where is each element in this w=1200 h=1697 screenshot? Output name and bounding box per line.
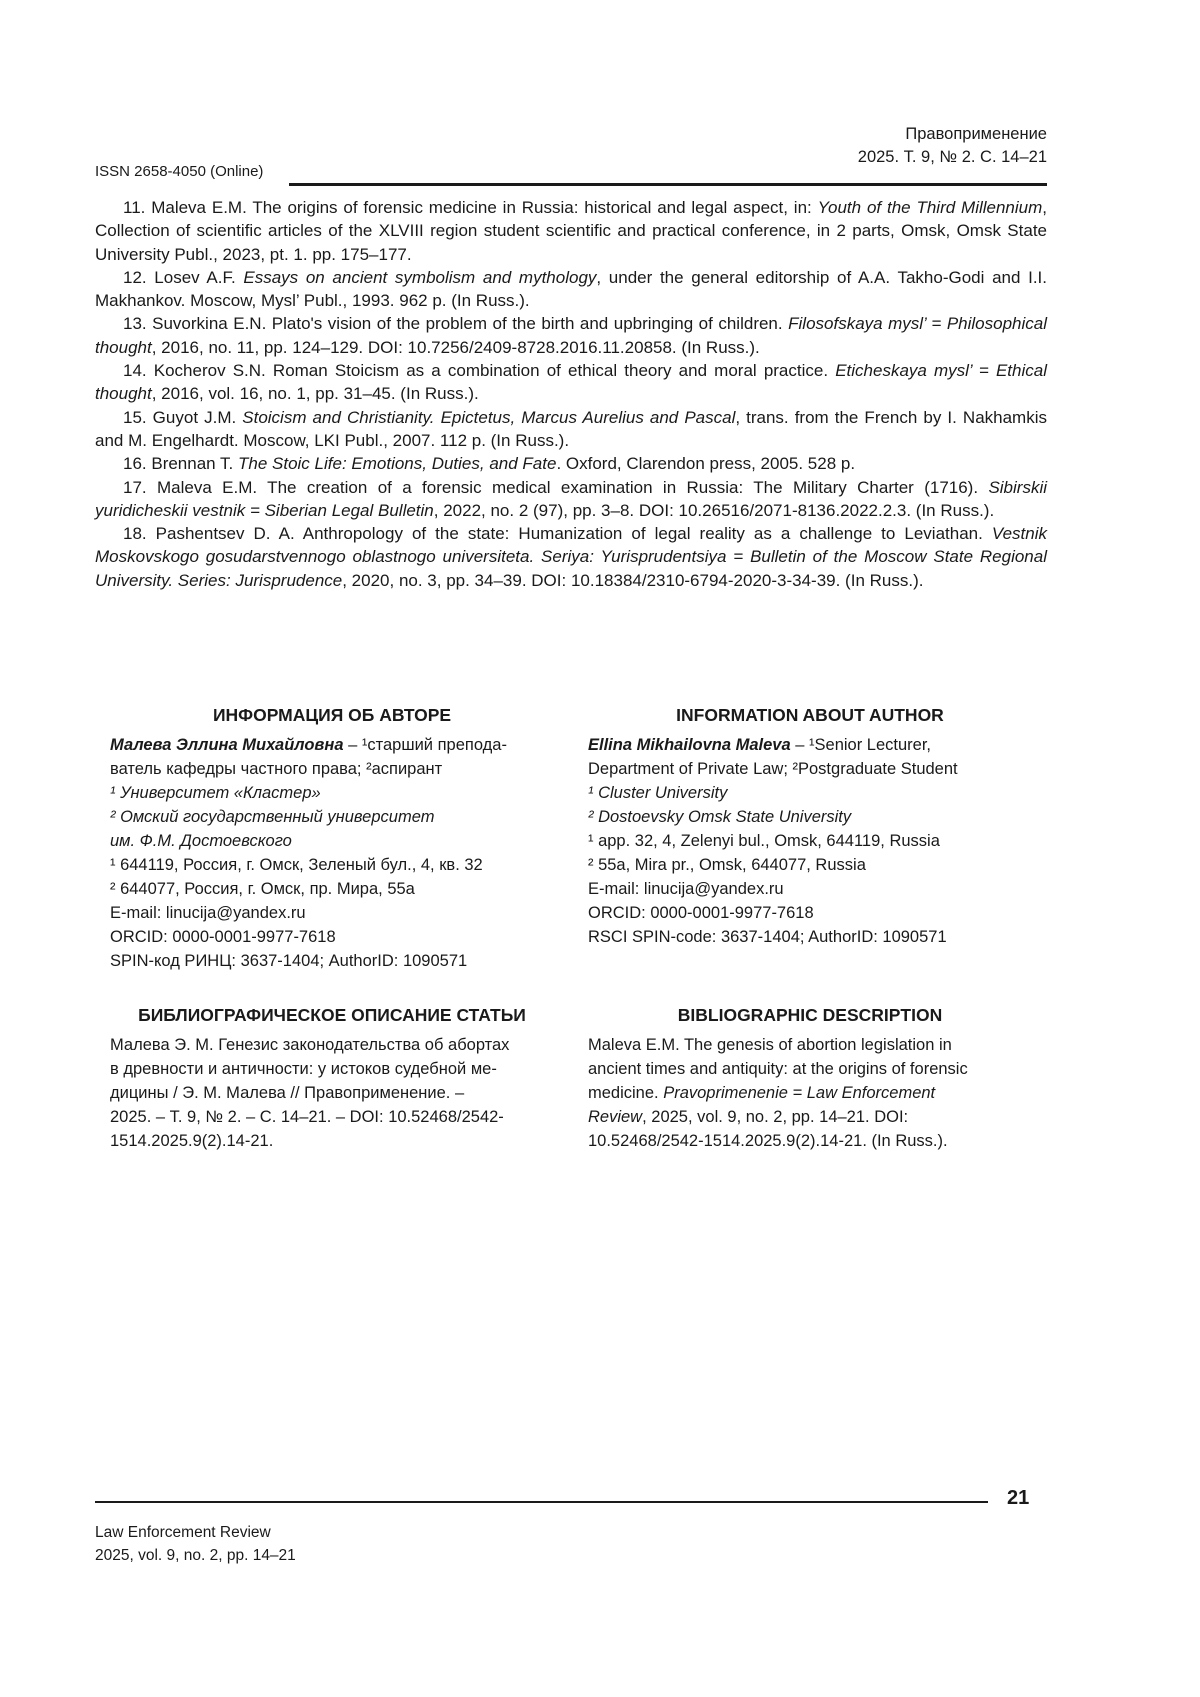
references-section xyxy=(95,196,1047,592)
biblio-line: 2025. – Т. 9, № 2. – С. 14–21. – DOI: 10.52468/2542- xyxy=(110,1108,504,1126)
biblio-lines-ru xyxy=(110,1033,554,1153)
running-head xyxy=(858,123,1047,169)
issn-label: ISSN 2658-4050 (Online) xyxy=(95,163,264,180)
reference-item: 15. Guyot J.M. Stoicism and Christianity. Epictetus, Marcus Aurelius and Pascal, trans. from the French by I. Nakhamkis and M. Engelhardt. Moscow, LKI Publ., 2007. 112 p. (In Russ.). xyxy=(95,407,1047,450)
biblio-line: Review, 2025, vol. 9, no. 2, pp. 14–21. DOI: xyxy=(588,1108,909,1126)
reference-item: 12. Losev A.F. Essays on ancient symbolism and mythology, under the general editorship of A.A. Takho-Godi and I.I. Makhankov. Moscow, Mysl’ Publ., 1993. 962 p. (In Russ.). xyxy=(95,267,1047,311)
biblio-line: дицины / Э. М. Малева // Правоприменение. – xyxy=(110,1084,465,1102)
biblio-line: в древности и античности: у истоков судебной ме- xyxy=(110,1060,497,1078)
reference-item: 11. Maleva E.M. The origins of forensic medicine in Russia: historical and legal aspect, in: Youth of the Third Millennium, Collection of scientific articles of the XLVIII region student scientific and practical conference, in 2 parts, Omsk, Omsk State University Publ., 2023, pt. 1. pp. 175–177. xyxy=(95,198,1048,264)
running-head-issue: 2025. Т. 9, № 2. С. 14–21 xyxy=(857,148,1047,166)
author-info-line: им. Ф.М. Достоевского xyxy=(110,832,292,850)
author-info-line: ORCID: 0000-0001-9977-7618 xyxy=(588,904,814,922)
author-info-section xyxy=(110,702,1032,973)
author-info-line: E-mail: linucija@yandex.ru xyxy=(588,880,784,898)
running-head-journal-title: Правоприменение xyxy=(905,125,1047,143)
footer-issue: 2025, vol. 9, no. 2, pp. 14–21 xyxy=(95,1547,296,1564)
page-number: 21 xyxy=(1007,1487,1030,1509)
biblio-heading-ru: БИБЛИОГРАФИЧЕСКОЕ ОПИСАНИЕ СТАТЬИ xyxy=(138,1005,526,1025)
author-info-heading-ru: ИНФОРМАЦИЯ ОБ АВТОРЕ xyxy=(212,705,452,725)
biblio-lines-en xyxy=(588,1033,1032,1153)
footer-rule xyxy=(95,1501,988,1503)
biblio-line: medicine. Pravoprimenenie = Law Enforcement xyxy=(588,1084,936,1102)
author-info-line: Малева Эллина Михайловна – ¹старший препода- xyxy=(110,736,507,754)
biblio-line: ancient times and antiquity: at the origins of forensic xyxy=(588,1060,968,1078)
reference-item: 16. Brennan T. The Stoic Life: Emotions, Duties, and Fate. Oxford, Clarendon press, 2005. 528 p. xyxy=(123,454,856,474)
author-info-line: ² 644077, Россия, г. Омск, пр. Мира, 55а xyxy=(110,880,415,898)
author-info-lines-en xyxy=(588,733,1032,949)
author-info-line: Department of Private Law; ²Postgraduate Student xyxy=(588,760,958,778)
author-info-line: ¹ Cluster University xyxy=(588,784,728,802)
author-info-line: ¹ Университет «Кластер» xyxy=(110,784,321,802)
author-info-line: ¹ app. 32, 4, Zelenyi bul., Omsk, 644119, Russia xyxy=(588,832,940,850)
biblio-line: 10.52468/2542-1514.2025.9(2).14-21. (In Russ.). xyxy=(588,1132,948,1150)
author-info-line: SPIN-код РИНЦ: 3637-1404; AuthorID: 1090571 xyxy=(110,952,468,970)
author-info-line: Ellina Mikhailovna Maleva – ¹Senior Lecturer, xyxy=(588,736,931,754)
reference-item: 13. Suvorkina E.N. Plato's vision of the problem of the birth and upbringing of children. Filosofskaya mysl’ = Philosophical thought, 2016, no. 11, pp. 124–129. DOI: 10.7256/2409-8728.2016.11.20858. (In Russ.). xyxy=(95,314,1047,357)
biblio-line: Maleva E.M. The genesis of abortion legislation in xyxy=(588,1036,952,1054)
bibliographic-description-section xyxy=(110,1002,1032,1153)
reference-item: 14. Kocherov S.N. Roman Stoicism as a combination of ethical theory and moral practice. Eticheskaya mysl’ = Ethical thought, 2016, vol. 16, no. 1, pp. 31–45. (In Russ.). xyxy=(95,361,1047,404)
author-info-column-ru xyxy=(110,702,554,973)
author-info-column-en xyxy=(588,702,1032,973)
header-rule xyxy=(289,183,1047,186)
author-info-line: ORCID: 0000-0001-9977-7618 xyxy=(110,928,336,946)
author-info-line: ¹ 644119, Россия, г. Омск, Зеленый бул., 4, кв. 32 xyxy=(110,856,483,874)
biblio-heading-en: BIBLIOGRAPHIC DESCRIPTION xyxy=(677,1005,943,1025)
author-info-line: E-mail: linucija@yandex.ru xyxy=(110,904,306,922)
author-info-line: ² 55a, Mira pr., Omsk, 644077, Russia xyxy=(588,856,866,874)
author-info-line: ватель кафедры частного права; ²аспирант xyxy=(110,760,443,778)
author-info-line: ² Омский государственный университет xyxy=(110,808,435,826)
footer-journal-title: Law Enforcement Review xyxy=(95,1524,271,1541)
reference-item: 17. Maleva E.M. The creation of a forensic medical examination in Russia: The Military Charter (1716). Sibirskii yuridicheskii vestnik = Siberian Legal Bulletin, 2022, no. 2 (97), pp. 3–8. DOI: 10.26516/2071-8136.2022.2.3. (In Russ.). xyxy=(95,477,1047,520)
biblio-line: 1514.2025.9(2).14-21. xyxy=(110,1132,274,1150)
author-info-line: ² Dostoevsky Omsk State University xyxy=(588,808,852,826)
biblio-column-en xyxy=(588,1002,1032,1153)
author-info-line: RSCI SPIN-code: 3637-1404; AuthorID: 1090571 xyxy=(588,928,947,946)
author-info-lines-ru xyxy=(110,733,554,973)
footer xyxy=(95,1521,296,1567)
author-info-heading-en: INFORMATION ABOUT AUTHOR xyxy=(676,705,944,725)
biblio-line: Малева Э. М. Генезис законодательства об абортах xyxy=(110,1036,510,1054)
reference-item: 18. Pashentsev D. A. Anthropology of the state: Humanization of legal reality as a challenge to Leviathan. Vestnik Moskovskogo gosudarstvennogo oblastnogo universiteta. Seriya: Yurisprudentsiya = Bulletin of the Moscow State Regional University. Series: Jurisprudence, 2020, no. 3, pp. 34–39. DOI: 10.18384/2310-6794-2020-3-34-39. (In Russ.). xyxy=(95,524,1047,590)
biblio-column-ru xyxy=(110,1002,554,1153)
